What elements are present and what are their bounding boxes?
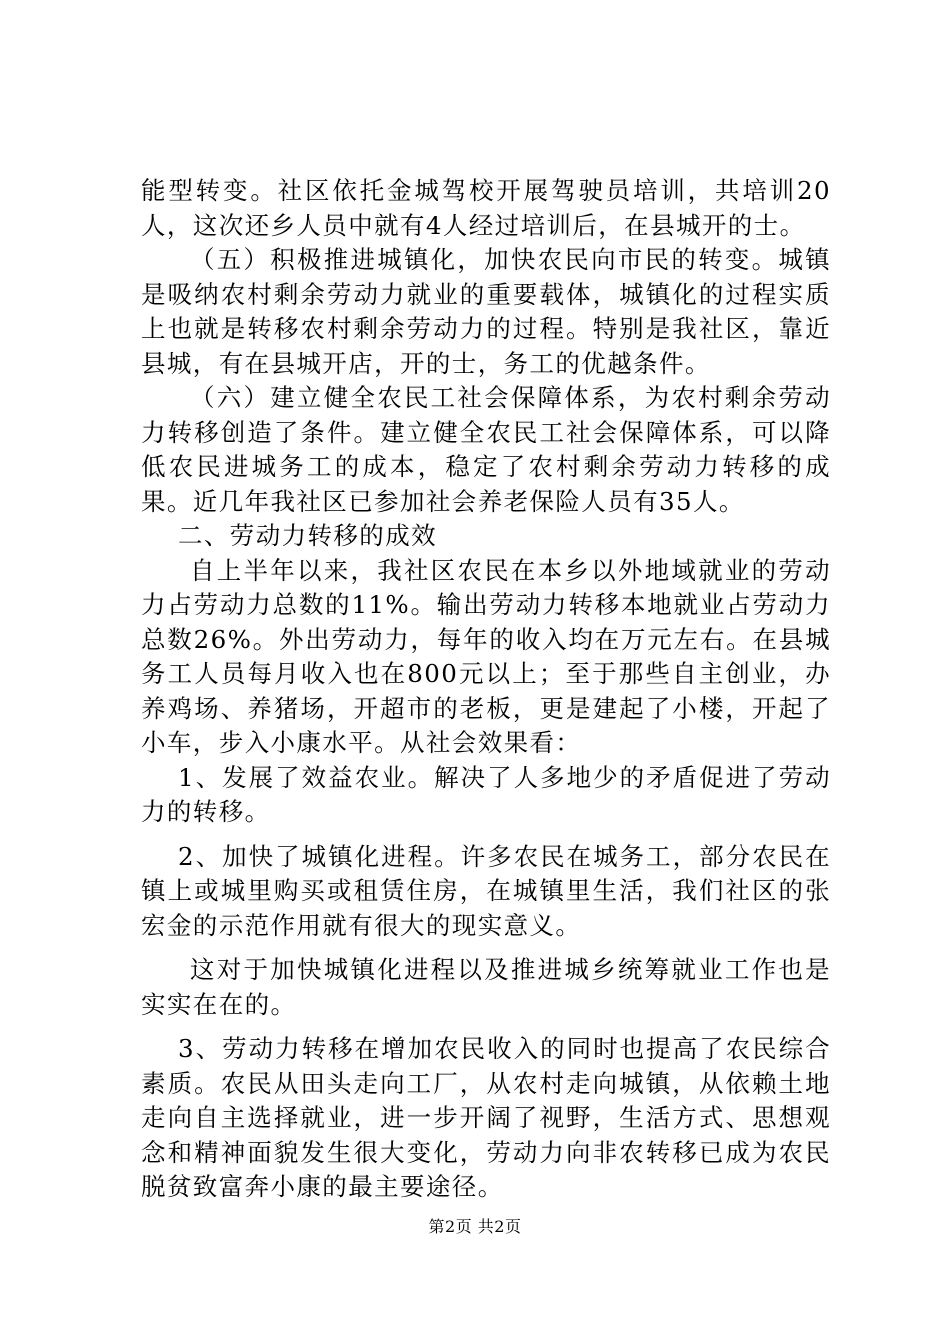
paragraph-urbanization-note: 这对于加快城镇化进程以及推进城乡统筹就业工作也是实实在在的。 <box>141 955 831 1019</box>
paragraph-section-five: （五）积极推进城镇化，加快农民向市民的转变。城镇是吸纳农村剩余劳动力就业的重要载体，城镇化的过程实质上也就是转移农村剩余劳动力的过程。特别是我社区，靠近县城，有在县城开店，开的士，务工的优越条件。 <box>141 245 831 378</box>
paragraph-continuation: 能型转变。社区依托金城驾校开展驾驶员培训，共培训20人，这次还乡人员中就有4人经过培训后，在县城开的士。 <box>141 176 831 240</box>
paragraph-point-two: 2、加快了城镇化进程。许多农民在城务工，部分农民在镇上或城里购买或租赁住房，在城镇里生活，我们社区的张宏金的示范作用就有很大的现实意义。 <box>141 841 831 940</box>
section-heading-results: 二、劳动力转移的成效 <box>178 521 437 550</box>
page-number-footer: 第2页 共2页 <box>428 1217 522 1236</box>
paragraph-results-summary: 自上半年以来，我社区农民在本乡以外地域就业的劳动力占劳动力总数的11%。输出劳动力转移本地就业占劳动力总数26%。外出劳动力，每年的收入均在万元左右。在县城务工人员每月收入也在800元以上；至于那些自主创业，办养鸡场、养猪场，开超市的老板，更是建起了小楼，开起了小车，步入小康水平。从社会效果看： <box>141 555 831 757</box>
document-body <box>141 174 831 1205</box>
paragraph-section-six: （六）建立健全农民工社会保障体系，为农村剩余劳动力转移创造了条件。建立健全农民工社会保障体系，可以降低农民进城务工的成本，稳定了农村剩余劳动力转移的成果。近几年我社区已参加社会养老保险人员有35人。 <box>141 383 831 516</box>
paragraph-point-three: 3、劳动力转移在增加农民收入的同时也提高了农民综合素质。农民从田头走向工厂，从农村走向城镇，从依赖土地走向自主选择就业，进一步开阔了视野，生活方式、思想观念和精神面貌发生很大变化，劳动力向非农转移已成为农民脱贫致富奔小康的最主要途径。 <box>141 1034 831 1201</box>
paragraph-point-one: 1、发展了效益农业。解决了人多地少的矛盾促进了劳动力的转移。 <box>141 762 831 826</box>
